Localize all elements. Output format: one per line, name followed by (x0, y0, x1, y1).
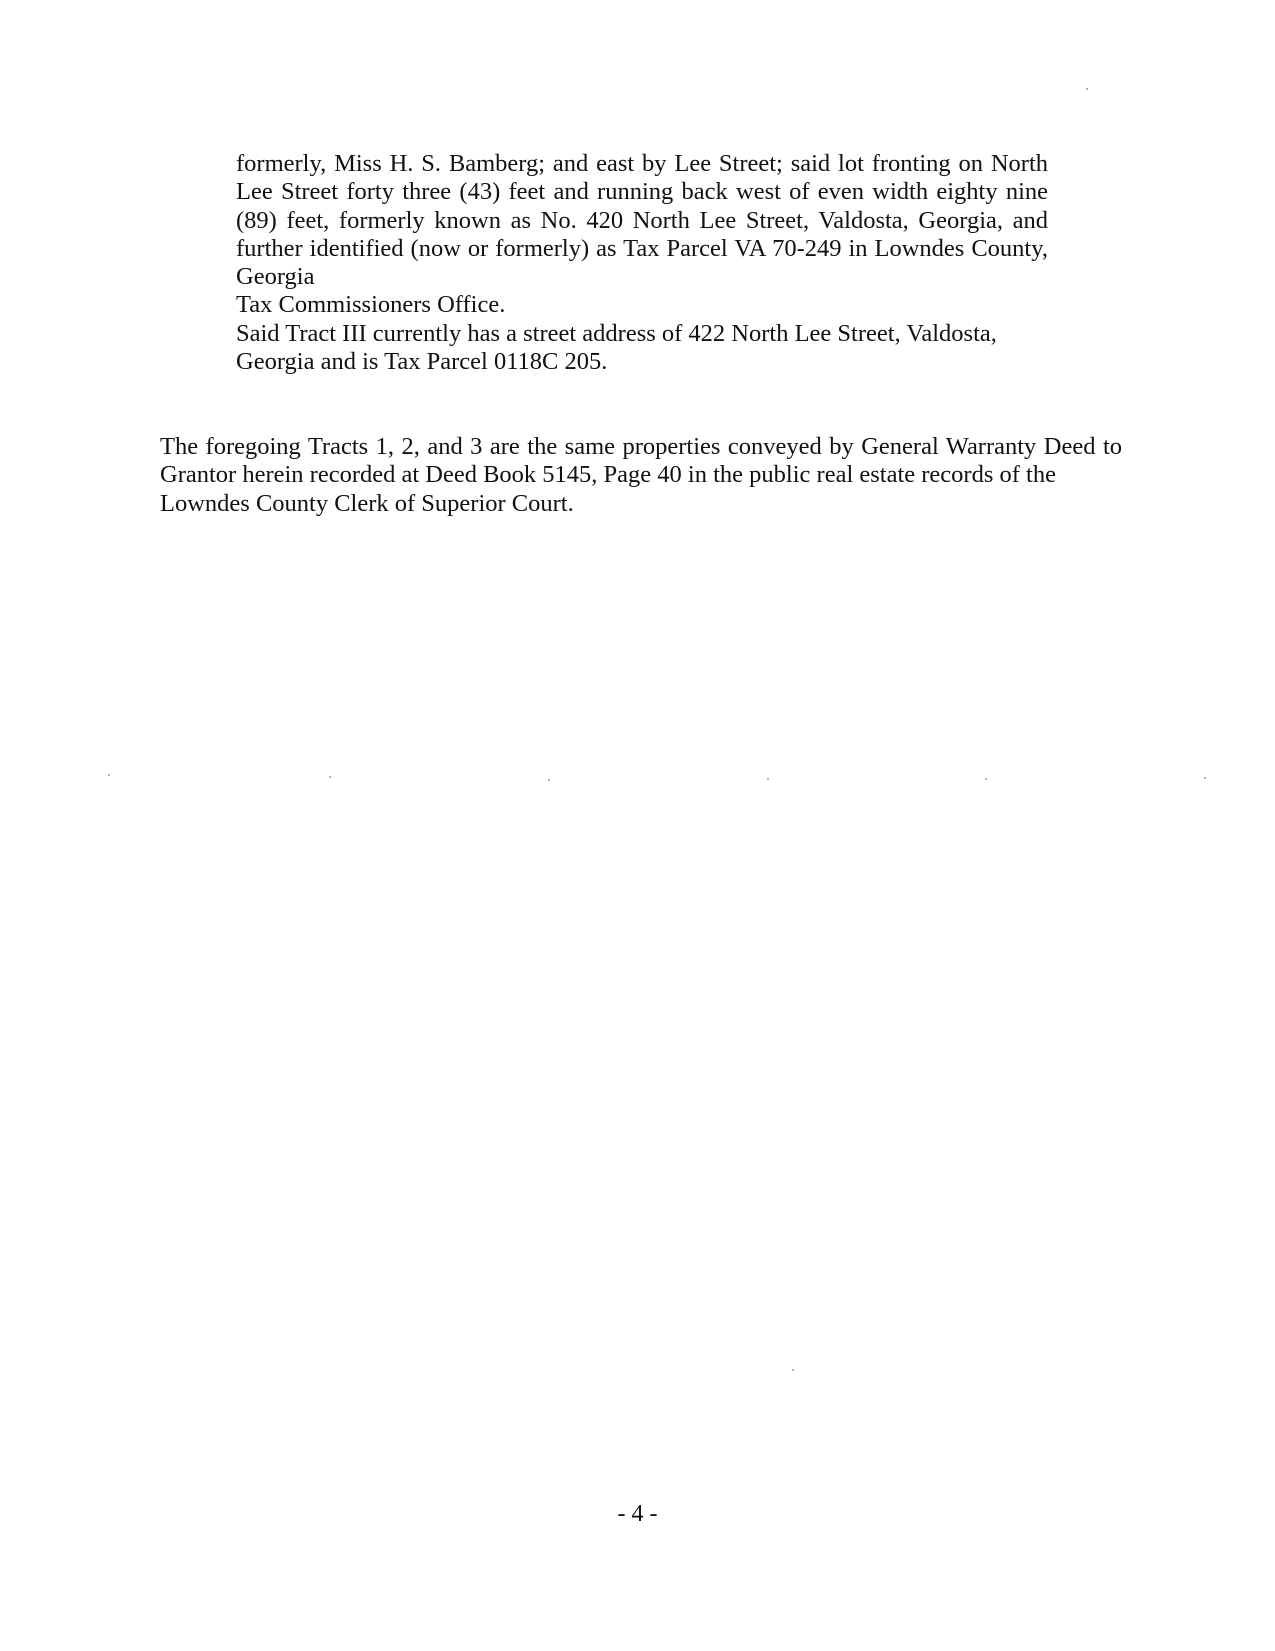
paragraph-line: Tax Commissioners Office. (236, 291, 506, 319)
paragraph-line: Street forty three (43) feet and running back west of even width eighty nine (89) (236, 178, 1048, 234)
page-number: - 4 - (617, 1501, 658, 1527)
paragraph-line: The foregoing Tracts 1, 2, and 3 are the same properties conveyed by General Warranty Deed to (160, 433, 1122, 460)
scan-speck (1204, 777, 1206, 779)
tract-iii-address-paragraph (236, 320, 1048, 377)
paragraph-line: feet, formerly known as No. 420 North Lee Street, Valdosta, Georgia, and further (236, 206, 1049, 262)
scan-speck (108, 774, 110, 776)
tract-iii-description-paragraph (236, 150, 1048, 320)
scan-speck (985, 778, 987, 780)
scan-speck (329, 776, 331, 778)
foregoing-tracts-paragraph (160, 433, 1122, 518)
paragraph-line: Grantor herein recorded at Deed Book 5145, Page 40 in the public real estate records of the (160, 461, 1056, 489)
paragraph-line: formerly, Miss H. S. Bamberg; and east by Lee Street; said lot fronting on North Lee (236, 150, 1048, 206)
scan-speck (548, 779, 550, 781)
paragraph-line: Lowndes County Clerk of Superior Court. (160, 489, 574, 517)
paragraph-line: identified (now or formerly) as Tax Parcel VA 70-249 in Lowndes County, Georgia (236, 234, 1049, 291)
paragraph-line: Said Tract III currently has a street address of 422 North Lee Street, Valdosta, (236, 320, 997, 347)
paragraph-line: Georgia and is Tax Parcel 0118C 205. (236, 348, 608, 376)
scan-speck (792, 1369, 794, 1371)
scan-speck (767, 778, 769, 780)
scan-speck (1086, 88, 1088, 90)
